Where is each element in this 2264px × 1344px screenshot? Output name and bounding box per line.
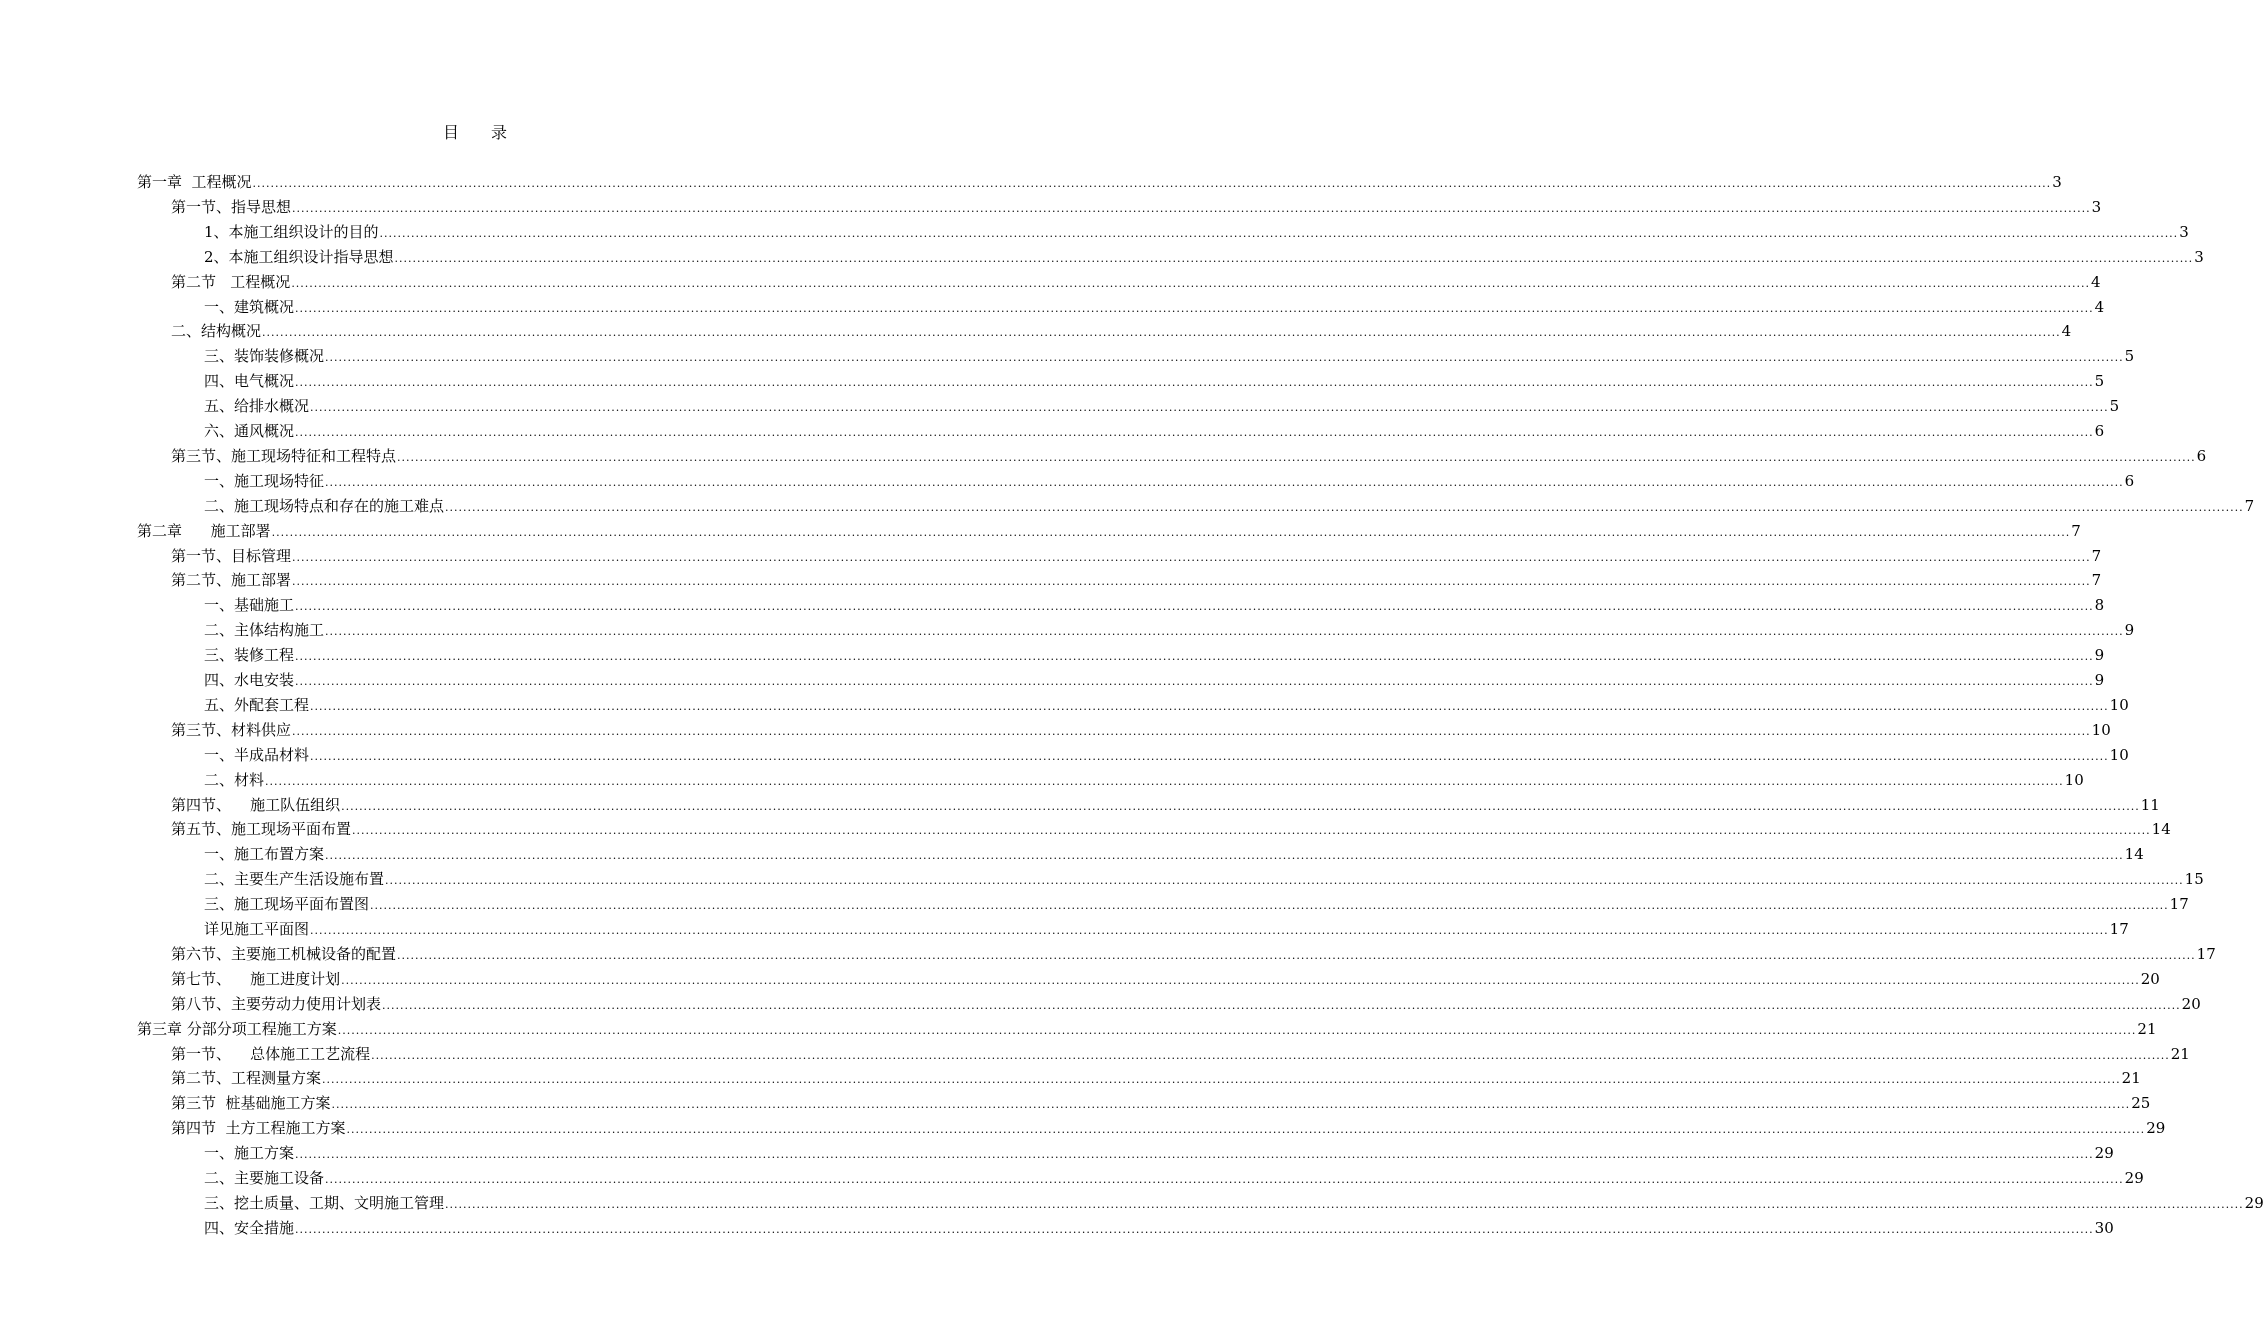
toc-entry[interactable] bbox=[171, 943, 2216, 965]
toc-entry-page-number: 15 bbox=[2184, 870, 2204, 889]
toc-dot-leader: ................................................................................................................................................................................................................................................................................................................................................................................................................ bbox=[445, 1197, 2244, 1211]
toc-dot-leader: ................................................................................................................................................................................................................................................................................................................................................................................................................ bbox=[295, 376, 2094, 390]
toc-entry-page-number: 4 bbox=[2090, 272, 2101, 291]
toc-entry-label: 二、施工现场特点和存在的施工难点 bbox=[204, 496, 445, 515]
toc-entry[interactable] bbox=[204, 744, 2129, 766]
toc-dot-leader: ................................................................................................................................................................................................................................................................................................................................................................................................................ bbox=[292, 575, 2091, 589]
toc-entry[interactable] bbox=[137, 520, 2081, 542]
toc-entry[interactable] bbox=[204, 1217, 2114, 1239]
toc-dot-leader: ................................................................................................................................................................................................................................................................................................................................................................................................................ bbox=[331, 1098, 2131, 1112]
toc-dot-leader: ................................................................................................................................................................................................................................................................................................................................................................................................................ bbox=[292, 724, 2091, 738]
toc-dot-leader: ................................................................................................................................................................................................................................................................................................................................................................................................................ bbox=[291, 276, 2090, 290]
toc-entry-label: 第一节、目标管理 bbox=[171, 546, 292, 565]
toc-entry[interactable] bbox=[137, 1018, 2157, 1040]
toc-entry-label: 第二节、工程测量方案 bbox=[171, 1069, 322, 1088]
toc-entry[interactable] bbox=[204, 420, 2105, 442]
toc-entry-page-number: 6 bbox=[2094, 422, 2105, 440]
toc-entry[interactable] bbox=[204, 594, 2105, 616]
toc-entry-label: 一、半成品材料 bbox=[204, 745, 310, 764]
toc-entry-label: 一、施工方案 bbox=[204, 1144, 295, 1163]
toc-dot-leader: ................................................................................................................................................................................................................................................................................................................................................................................................................ bbox=[385, 874, 2184, 888]
toc-entry[interactable] bbox=[204, 619, 2135, 641]
toc-entry-page-number: 6 bbox=[2196, 446, 2207, 465]
toc-entry-page-number: 3 bbox=[2091, 197, 2102, 216]
toc-dot-leader: ................................................................................................................................................................................................................................................................................................................................................................................................................ bbox=[295, 1222, 2094, 1236]
toc-entry-label: 二、结构概况 bbox=[171, 322, 262, 341]
toc-entry[interactable] bbox=[171, 1067, 2141, 1089]
toc-entry-label: 三、挖土质量、工期、文明施工管理 bbox=[204, 1193, 445, 1212]
toc-dot-leader: ................................................................................................................................................................................................................................................................................................................................................................................................................ bbox=[325, 351, 2124, 365]
toc-entry-page-number: 21 bbox=[2121, 1069, 2141, 1088]
toc-entry-page-number: 29 bbox=[2244, 1193, 2264, 1212]
toc-entry-label: 第一节、指导思想 bbox=[171, 197, 292, 216]
toc-entry[interactable] bbox=[204, 669, 2105, 691]
toc-entry-label: 第二章 施工部署 bbox=[137, 521, 271, 540]
toc-entry[interactable] bbox=[204, 296, 2105, 318]
toc-entry-page-number: 11 bbox=[2140, 795, 2160, 814]
toc-entry-page-number: 14 bbox=[2151, 820, 2171, 839]
toc-dot-leader: ................................................................................................................................................................................................................................................................................................................................................................................................................ bbox=[292, 550, 2091, 564]
toc-entry-label: 一、建筑概况 bbox=[204, 297, 295, 316]
toc-entry-page-number: 20 bbox=[2181, 994, 2201, 1013]
toc-dot-leader: ................................................................................................................................................................................................................................................................................................................................................................................................................ bbox=[322, 1073, 2121, 1087]
toc-entry-page-number: 21 bbox=[2170, 1044, 2190, 1063]
toc-dot-leader: ................................................................................................................................................................................................................................................................................................................................................................................................................ bbox=[397, 450, 2196, 464]
toc-entry-label: 第八节、主要劳动力使用计划表 bbox=[171, 994, 382, 1013]
toc-entry-page-number: 8 bbox=[2094, 596, 2105, 615]
toc-entry-label: 一、基础施工 bbox=[204, 596, 295, 615]
toc-entry-page-number: 9 bbox=[2094, 646, 2105, 665]
toc-entry-label: 二、主要施工设备 bbox=[204, 1169, 325, 1187]
toc-entry-page-number: 4 bbox=[2061, 322, 2072, 341]
toc-dot-leader: ................................................................................................................................................................................................................................................................................................................................................................................................................ bbox=[310, 749, 2109, 763]
toc-entry-label: 第三章 分部分项工程施工方案 bbox=[137, 1019, 337, 1038]
toc-entry-label: 第七节、 施工进度计划 bbox=[171, 969, 341, 988]
toc-entry-label: 五、给排水概况 bbox=[204, 397, 310, 416]
toc-entry-page-number: 9 bbox=[2124, 621, 2135, 640]
toc-dot-leader: ................................................................................................................................................................................................................................................................................................................................................................................................................ bbox=[295, 1148, 2094, 1162]
toc-dot-leader: ................................................................................................................................................................................................................................................................................................................................................................................................................ bbox=[445, 500, 2244, 514]
toc-dot-leader: ................................................................................................................................................................................................................................................................................................................................................................................................................ bbox=[325, 625, 2124, 639]
toc-entry-page-number: 17 bbox=[2109, 920, 2129, 938]
toc-entry-label: 四、水电安装 bbox=[204, 671, 295, 689]
toc-entry-page-number: 10 bbox=[2091, 720, 2111, 739]
toc-entry[interactable] bbox=[204, 345, 2135, 367]
toc-dot-leader: ................................................................................................................................................................................................................................................................................................................................................................................................................ bbox=[394, 251, 2194, 265]
toc-dot-leader: ................................................................................................................................................................................................................................................................................................................................................................................................................ bbox=[325, 849, 2124, 863]
toc-entry-label: 二、主体结构施工 bbox=[204, 621, 325, 640]
toc-entry-page-number: 10 bbox=[2109, 695, 2129, 714]
toc-entry-page-number: 7 bbox=[2091, 546, 2102, 565]
toc-dot-leader: ................................................................................................................................................................................................................................................................................................................................................................................................................ bbox=[262, 326, 2061, 340]
toc-entry-page-number: 3 bbox=[2052, 173, 2062, 191]
toc-entry-label: 第三节、材料供应 bbox=[171, 720, 292, 739]
toc-entry-page-number: 9 bbox=[2094, 671, 2105, 689]
toc-dot-leader: ................................................................................................................................................................................................................................................................................................................................................................................................................ bbox=[252, 177, 2052, 190]
toc-entry[interactable] bbox=[204, 470, 2135, 492]
toc-entry-label: 第三节 桩基础施工方案 bbox=[171, 1094, 331, 1113]
toc-entry-label: 五、外配套工程 bbox=[204, 695, 310, 714]
toc-entry-page-number: 5 bbox=[2124, 347, 2135, 366]
toc-entry-label: 六、通风概况 bbox=[204, 422, 295, 440]
toc-entry[interactable] bbox=[204, 221, 2189, 243]
toc-entry-page-number: 30 bbox=[2094, 1218, 2114, 1237]
toc-entry-label: 三、装饰装修概况 bbox=[204, 347, 325, 366]
toc-entry-label: 1、本施工组织设计的目的 bbox=[204, 222, 379, 241]
toc-dot-leader: ................................................................................................................................................................................................................................................................................................................................................................................................................ bbox=[271, 525, 2071, 539]
toc-entry[interactable] bbox=[171, 196, 2102, 218]
toc-entry[interactable] bbox=[204, 893, 2189, 915]
toc-entry-label: 四、电气概况 bbox=[204, 372, 295, 391]
toc-entry-label: 二、材料 bbox=[204, 770, 265, 789]
toc-entry[interactable] bbox=[171, 320, 2072, 342]
toc-dot-leader: ................................................................................................................................................................................................................................................................................................................................................................................................................ bbox=[265, 774, 2064, 788]
toc-entry-page-number: 25 bbox=[2131, 1094, 2151, 1113]
toc-entry-page-number: 14 bbox=[2124, 845, 2144, 864]
toc-entry-label: 一、施工布置方案 bbox=[204, 845, 325, 864]
toc-entry-page-number: 29 bbox=[2094, 1144, 2114, 1163]
toc-entry[interactable] bbox=[171, 818, 2171, 840]
toc-entry[interactable] bbox=[171, 1043, 2190, 1065]
toc-entry-label: 详见施工平面图 bbox=[204, 920, 310, 938]
toc-entry[interactable] bbox=[204, 1192, 2264, 1214]
toc-entry-page-number: 21 bbox=[2137, 1019, 2157, 1038]
toc-entry-label: 第五节、施工现场平面布置 bbox=[171, 820, 352, 839]
toc-entry[interactable] bbox=[204, 1167, 2144, 1189]
toc-entry[interactable] bbox=[204, 843, 2144, 865]
toc-entry[interactable] bbox=[204, 246, 2204, 268]
toc-entry[interactable] bbox=[171, 968, 2160, 990]
toc-dot-leader: ................................................................................................................................................................................................................................................................................................................................................................................................................ bbox=[310, 401, 2109, 415]
toc-dot-leader: ................................................................................................................................................................................................................................................................................................................................................................................................................ bbox=[397, 948, 2196, 962]
toc-entry[interactable] bbox=[204, 868, 2204, 890]
toc-dot-leader: ................................................................................................................................................................................................................................................................................................................................................................................................................ bbox=[346, 1123, 2146, 1137]
toc-dot-leader: ................................................................................................................................................................................................................................................................................................................................................................................................................ bbox=[295, 426, 2094, 439]
toc-dot-leader: ................................................................................................................................................................................................................................................................................................................................................................................................................ bbox=[325, 475, 2124, 489]
toc-entry-label: 第一章 工程概况 bbox=[137, 173, 252, 191]
toc-entry-page-number: 29 bbox=[2124, 1169, 2144, 1187]
toc-entry-label: 第六节、主要施工机械设备的配置 bbox=[171, 944, 397, 963]
toc-dot-leader: ................................................................................................................................................................................................................................................................................................................................................................................................................ bbox=[341, 973, 2140, 987]
toc-entry-label: 第四节 土方工程施工方案 bbox=[171, 1119, 346, 1138]
toc-entry-page-number: 7 bbox=[2244, 496, 2255, 515]
toc-entry[interactable] bbox=[171, 719, 2111, 741]
toc-entry[interactable] bbox=[204, 769, 2084, 791]
toc-entry-label: 三、施工现场平面布置图 bbox=[204, 895, 370, 914]
toc-entry[interactable] bbox=[204, 644, 2105, 666]
toc-entry-page-number: 6 bbox=[2124, 471, 2135, 490]
toc-entry-page-number: 3 bbox=[2194, 247, 2204, 266]
toc-entry-label: 第二节 工程概况 bbox=[171, 272, 291, 291]
toc-dot-leader: ................................................................................................................................................................................................................................................................................................................................................................................................................ bbox=[292, 201, 2091, 215]
toc-entry-label: 一、施工现场特征 bbox=[204, 471, 325, 490]
toc-entry[interactable] bbox=[171, 569, 2102, 591]
toc-entry-page-number: 3 bbox=[2179, 222, 2189, 241]
toc-entry-page-number: 7 bbox=[2091, 571, 2102, 590]
toc-entry-page-number: 17 bbox=[2196, 944, 2216, 963]
toc-entry-page-number: 29 bbox=[2146, 1119, 2166, 1138]
toc-dot-leader: ................................................................................................................................................................................................................................................................................................................................................................................................................ bbox=[370, 899, 2169, 913]
toc-dot-leader: ................................................................................................................................................................................................................................................................................................................................................................................................................ bbox=[295, 675, 2094, 688]
toc-entry-label: 第二节、施工部署 bbox=[171, 571, 292, 590]
toc-dot-leader: ................................................................................................................................................................................................................................................................................................................................................................................................................ bbox=[337, 1023, 2137, 1037]
toc-entry[interactable] bbox=[171, 545, 2102, 567]
toc-dot-leader: ................................................................................................................................................................................................................................................................................................................................................................................................................ bbox=[341, 799, 2140, 813]
toc-entry[interactable] bbox=[171, 1092, 2151, 1114]
toc-entry-label: 第三节、施工现场特征和工程特点 bbox=[171, 446, 397, 465]
toc-entry[interactable] bbox=[204, 370, 2105, 392]
toc-dot-leader: ................................................................................................................................................................................................................................................................................................................................................................................................................ bbox=[310, 699, 2109, 713]
page-title: 目 录 bbox=[442, 123, 507, 142]
toc-entry[interactable] bbox=[171, 794, 2160, 816]
toc-dot-leader: ................................................................................................................................................................................................................................................................................................................................................................................................................ bbox=[295, 600, 2094, 614]
toc-entry-page-number: 5 bbox=[2109, 397, 2120, 416]
toc-dot-leader: ................................................................................................................................................................................................................................................................................................................................................................................................................ bbox=[379, 226, 2179, 240]
toc-entry-page-number: 10 bbox=[2109, 745, 2129, 764]
toc-entry[interactable] bbox=[171, 1117, 2166, 1139]
toc-dot-leader: ................................................................................................................................................................................................................................................................................................................................................................................................................ bbox=[310, 924, 2109, 937]
toc-entry[interactable] bbox=[204, 395, 2120, 417]
toc-entry-label: 第一节、 总体施工工艺流程 bbox=[171, 1044, 371, 1063]
toc-entry-page-number: 4 bbox=[2094, 297, 2105, 316]
toc-dot-leader: ................................................................................................................................................................................................................................................................................................................................................................................................................ bbox=[325, 1173, 2124, 1186]
toc-entry-page-number: 7 bbox=[2071, 521, 2081, 540]
toc-entry[interactable] bbox=[204, 918, 2129, 940]
toc-entry[interactable] bbox=[171, 271, 2101, 293]
toc-entry-label: 四、安全措施 bbox=[204, 1218, 295, 1237]
toc-entry-label: 三、装修工程 bbox=[204, 646, 295, 665]
toc-entry-page-number: 17 bbox=[2169, 895, 2189, 914]
toc-entry[interactable] bbox=[171, 993, 2201, 1015]
toc-dot-leader: ................................................................................................................................................................................................................................................................................................................................................................................................................ bbox=[382, 998, 2181, 1012]
toc-dot-leader: ................................................................................................................................................................................................................................................................................................................................................................................................................ bbox=[295, 650, 2094, 664]
toc-entry[interactable] bbox=[204, 495, 2255, 517]
toc-entry-page-number: 5 bbox=[2094, 372, 2105, 391]
toc-entry-page-number: 20 bbox=[2140, 969, 2160, 988]
toc-dot-leader: ................................................................................................................................................................................................................................................................................................................................................................................................................ bbox=[371, 1048, 2170, 1062]
toc-dot-leader: ................................................................................................................................................................................................................................................................................................................................................................................................................ bbox=[352, 824, 2151, 838]
toc-entry-page-number: 10 bbox=[2064, 770, 2084, 789]
toc-entry[interactable] bbox=[137, 171, 2062, 193]
toc-entry-label: 第四节、 施工队伍组织 bbox=[171, 795, 341, 814]
toc-entry-label: 二、主要生产生活设施布置 bbox=[204, 870, 385, 889]
toc-entry-label: 2、本施工组织设计指导思想 bbox=[204, 247, 394, 266]
toc-entry[interactable] bbox=[204, 694, 2129, 716]
toc-dot-leader: ................................................................................................................................................................................................................................................................................................................................................................................................................ bbox=[295, 301, 2094, 315]
toc-entry[interactable] bbox=[204, 1142, 2114, 1164]
toc-entry[interactable] bbox=[171, 445, 2207, 467]
